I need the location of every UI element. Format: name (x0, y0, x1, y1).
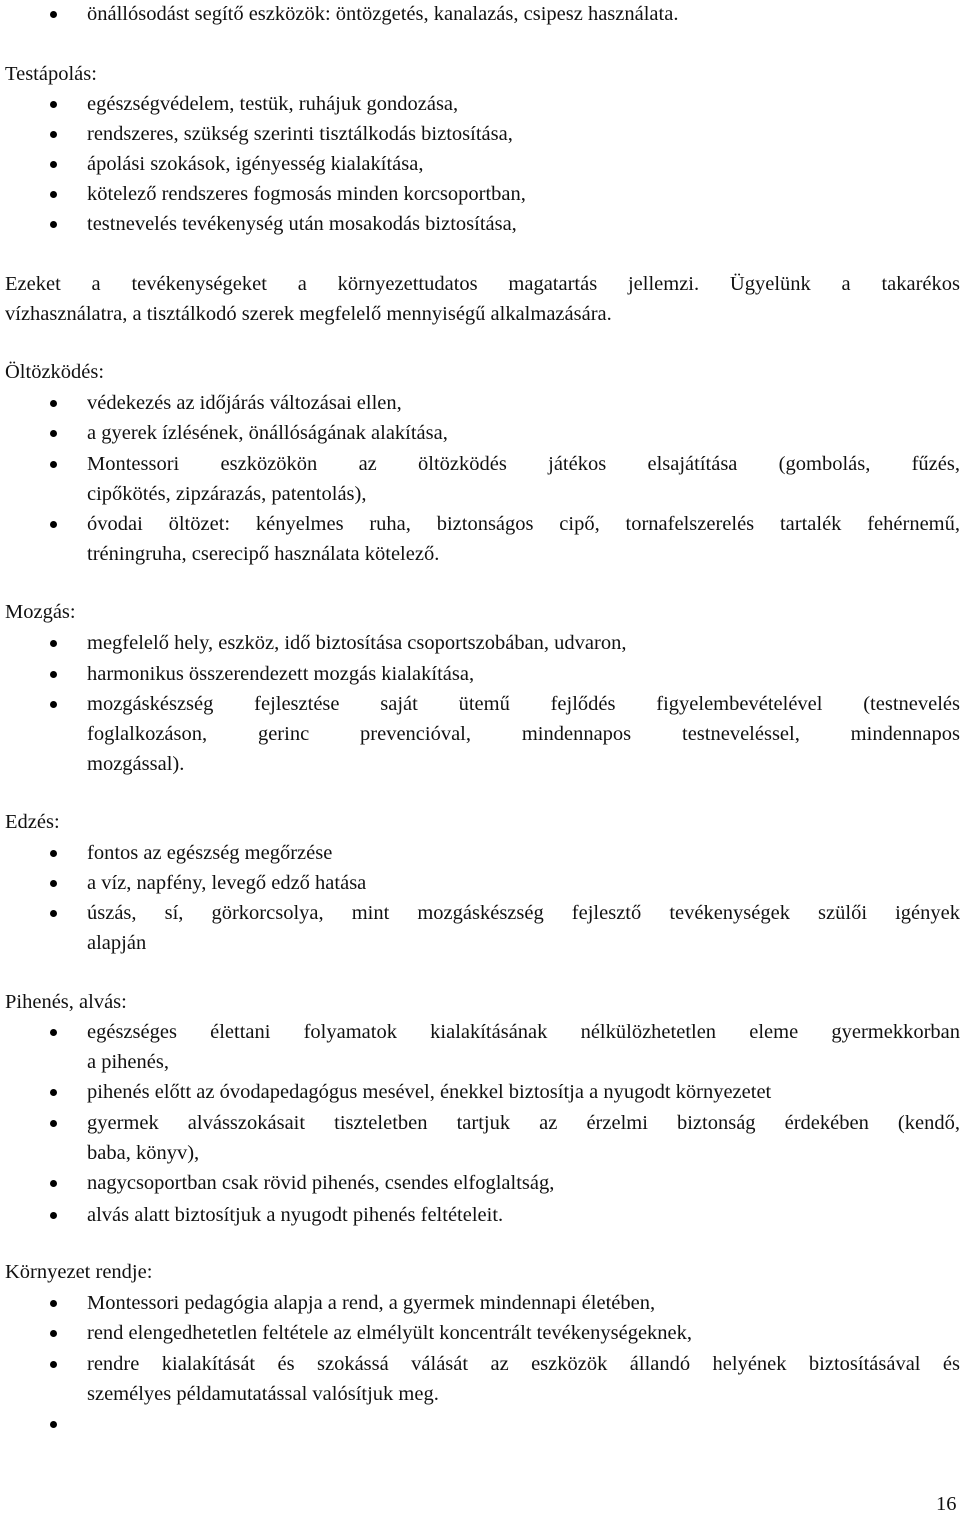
list-item-continuation: tréningruha, cserecipő használata kötelező. (87, 543, 440, 565)
list-item: harmonikus összerendezett mozgás kialakítása, (87, 663, 475, 685)
list-item: egészséges élettani folyamatok kialakításának nélkülözhetetlen eleme gyermekkorban (87, 1021, 960, 1043)
bullet-icon (50, 1029, 57, 1036)
bullet-icon (50, 11, 57, 18)
bullet-icon (50, 400, 57, 407)
bullet-icon (50, 430, 57, 437)
paragraph-line: vízhasználatra, a tisztálkodó szerek megfelelő mennyiségű alkalmazására. (5, 303, 612, 325)
list-item: mozgáskészség fejlesztése saját ütemű fejlődés figyelembevételével (testnevelés (87, 693, 960, 715)
bullet-icon (50, 131, 57, 138)
list-item-continuation: foglalkozáson, gerinc prevencióval, mindennapos testneveléssel, mindennapos (87, 723, 960, 745)
bullet-icon (50, 850, 57, 857)
list-item: fontos az egészség megőrzése (87, 842, 333, 864)
bullet-icon (50, 521, 57, 528)
list-item: ápolási szokások, igényesség kialakítása, (87, 153, 424, 175)
list-item: a víz, napfény, levegő edző hatása (87, 872, 367, 894)
section-heading-pihenes: Pihenés, alvás: (5, 991, 127, 1013)
bullet-icon (50, 161, 57, 168)
bullet-icon (50, 461, 57, 468)
section-heading-edzes: Edzés: (5, 811, 60, 833)
list-item-continuation: mozgással). (87, 753, 185, 775)
bullet-icon (50, 101, 57, 108)
bullet-icon (50, 1180, 57, 1187)
list-item: Montessori eszközökön az öltözködés játékos elsajátítása (gombolás, fűzés, (87, 453, 960, 475)
section-heading-mozgas: Mozgás: (5, 601, 76, 623)
list-item: védekezés az időjárás változásai ellen, (87, 392, 402, 414)
list-item-continuation: személyes példamutatással valósítjuk meg. (87, 1383, 439, 1405)
list-item: pihenés előtt az óvodapedagógus mesével, énekkel biztosítja a nyugodt környezetet (87, 1081, 772, 1103)
bullet-icon (50, 1330, 57, 1337)
bullet-icon (50, 1361, 57, 1368)
bullet-icon (50, 191, 57, 198)
bullet-icon (50, 640, 57, 647)
bullet-icon (50, 1089, 57, 1096)
list-item: megfelelő hely, eszköz, idő biztosítása csoportszobában, udvaron, (87, 632, 627, 654)
bullet-icon (50, 880, 57, 887)
list-item: úszás, sí, görkorcsolya, mint mozgáskészség fejlesztő tevékenységek szülői igények (87, 902, 960, 924)
bullet-icon (50, 221, 57, 228)
list-item: testnevelés tevékenység után mosakodás biztosítása, (87, 213, 517, 235)
bullet-icon (50, 910, 57, 917)
list-item: nagycsoportban csak rövid pihenés, csendes elfoglaltság, (87, 1172, 555, 1194)
bullet-icon (50, 1421, 57, 1428)
list-item: Montessori pedagógia alapja a rend, a gyermek mindennapi életében, (87, 1292, 656, 1314)
list-item: kötelező rendszeres fogmosás minden korcsoportban, (87, 183, 526, 205)
list-item: önállósodást segítő eszközök: öntözgetés, kanalazás, csipesz használata. (87, 3, 679, 25)
list-item: rendre kialakítását és szokássá válását az eszközök állandó helyének biztosításával és (87, 1353, 960, 1375)
list-item: egészségvédelem, testük, ruhájuk gondozása, (87, 93, 459, 115)
bullet-icon (50, 1300, 57, 1307)
list-item-continuation: a pihenés, (87, 1051, 169, 1073)
bullet-icon (50, 1120, 57, 1127)
list-item-continuation: alapján (87, 932, 147, 954)
section-heading-testapolas: Testápolás: (5, 63, 97, 85)
bullet-icon (50, 1212, 57, 1219)
list-item: a gyerek ízlésének, önállóságának alakítása, (87, 422, 448, 444)
list-item-continuation: cipőkötés, zipzárazás, patentolás), (87, 483, 367, 505)
list-item: óvodai öltözet: kényelmes ruha, biztonságos cipő, tornafelszerelés tartalék fehérnemű, (87, 513, 960, 535)
list-item: gyermek alvásszokásait tiszteletben tartjuk az érzelmi biztonság érdekében (kendő, (87, 1112, 960, 1134)
bullet-icon (50, 671, 57, 678)
page-number: 16 (936, 1493, 957, 1515)
bullet-icon (50, 701, 57, 708)
list-item-continuation: baba, könyv), (87, 1142, 200, 1164)
list-item: rend elengedhetetlen feltétele az elmélyült koncentrált tevékenységeknek, (87, 1322, 693, 1344)
section-heading-kornyezet: Környezet rendje: (5, 1261, 153, 1283)
section-heading-oltozkodes: Öltözködés: (5, 361, 105, 383)
paragraph-line: Ezeket a tevékenységeket a környezettudatos magatartás jellemzi. Ügyelünk a takarékos (5, 273, 960, 295)
list-item: alvás alatt biztosítjuk a nyugodt pihenés feltételeit. (87, 1204, 504, 1226)
list-item: rendszeres, szükség szerinti tisztálkodás biztosítása, (87, 123, 513, 145)
